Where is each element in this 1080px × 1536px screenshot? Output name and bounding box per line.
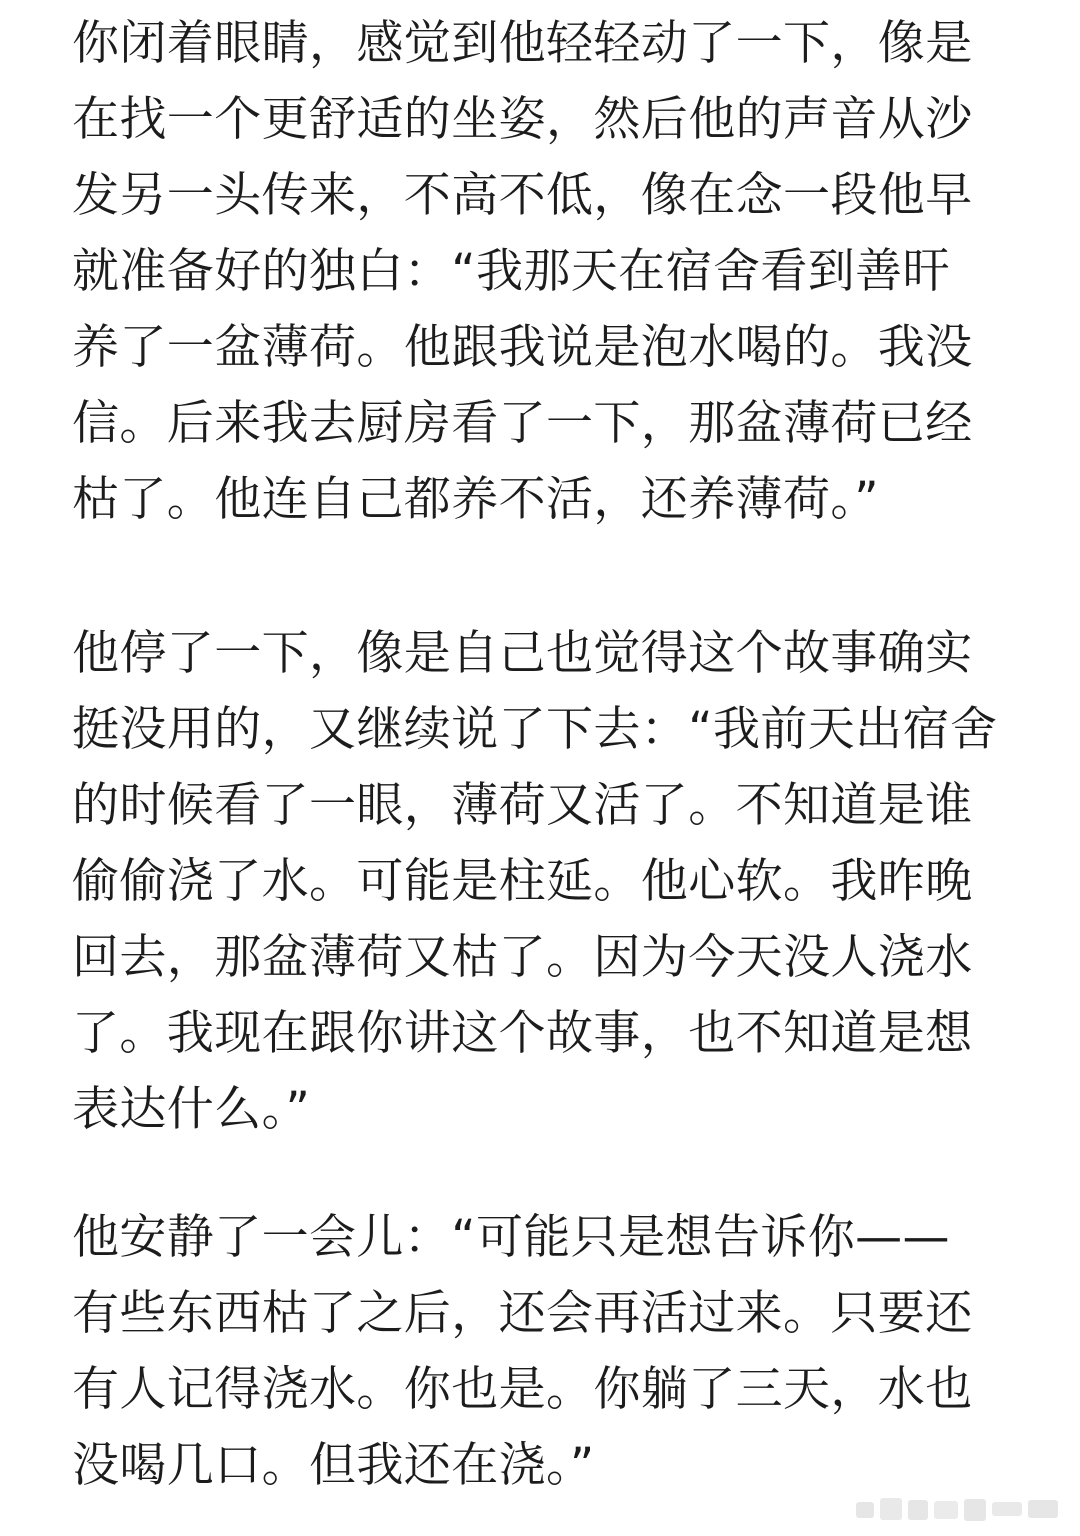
paragraph-1 [72, 6, 1012, 538]
text-line: 了。我现在跟你讲这个故事，也不知道是想 [72, 1006, 973, 1061]
text-line: 回去，那盆薄荷又枯了。因为今天没人浇水 [72, 930, 973, 985]
text-line: 他停了一下，像是自己也觉得这个故事确实 [72, 626, 973, 681]
text-line: 有人记得浇水。你也是。你躺了三天，水也 [72, 1362, 973, 1417]
text-line: 你闭着眼睛，感觉到他轻轻动了一下，像是 [72, 16, 973, 71]
watermark-icon [854, 1492, 1064, 1526]
paragraph-3 [72, 1200, 1012, 1504]
text-line: 发另一头传来，不高不低，像在念一段他早 [72, 168, 973, 223]
text-line: 养了一盆薄荷。他跟我说是泡水喝的。我没 [72, 320, 973, 375]
text-line: 枯了。他连自己都养不活，还养薄荷。” [72, 472, 880, 527]
text-line: 表达什么。” [72, 1082, 311, 1137]
text-line: 没喝几口。但我还在浇。” [72, 1438, 595, 1493]
text-line: 有些东西枯了之后，还会再活过来。只要还 [72, 1286, 973, 1341]
text-line: 信。后来我去厨房看了一下，那盆薄荷已经 [72, 396, 973, 451]
text-line: 他安静了一会儿：“可能只是想告诉你—— [72, 1210, 950, 1265]
text-line: 偷偷浇了水。可能是柱延。他心软。我昨晚 [72, 854, 973, 909]
paragraph-2 [72, 616, 1012, 1148]
text-line: 挺没用的，又继续说了下去：“我前天出宿舍 [72, 702, 998, 757]
text-line: 的时候看了一眼，薄荷又活了。不知道是谁 [72, 778, 973, 833]
text-line: 就准备好的独白：“我那天在宿舍看到善旰 [72, 244, 950, 299]
text-line: 在找一个更舒适的坐姿，然后他的声音从沙 [72, 92, 973, 147]
